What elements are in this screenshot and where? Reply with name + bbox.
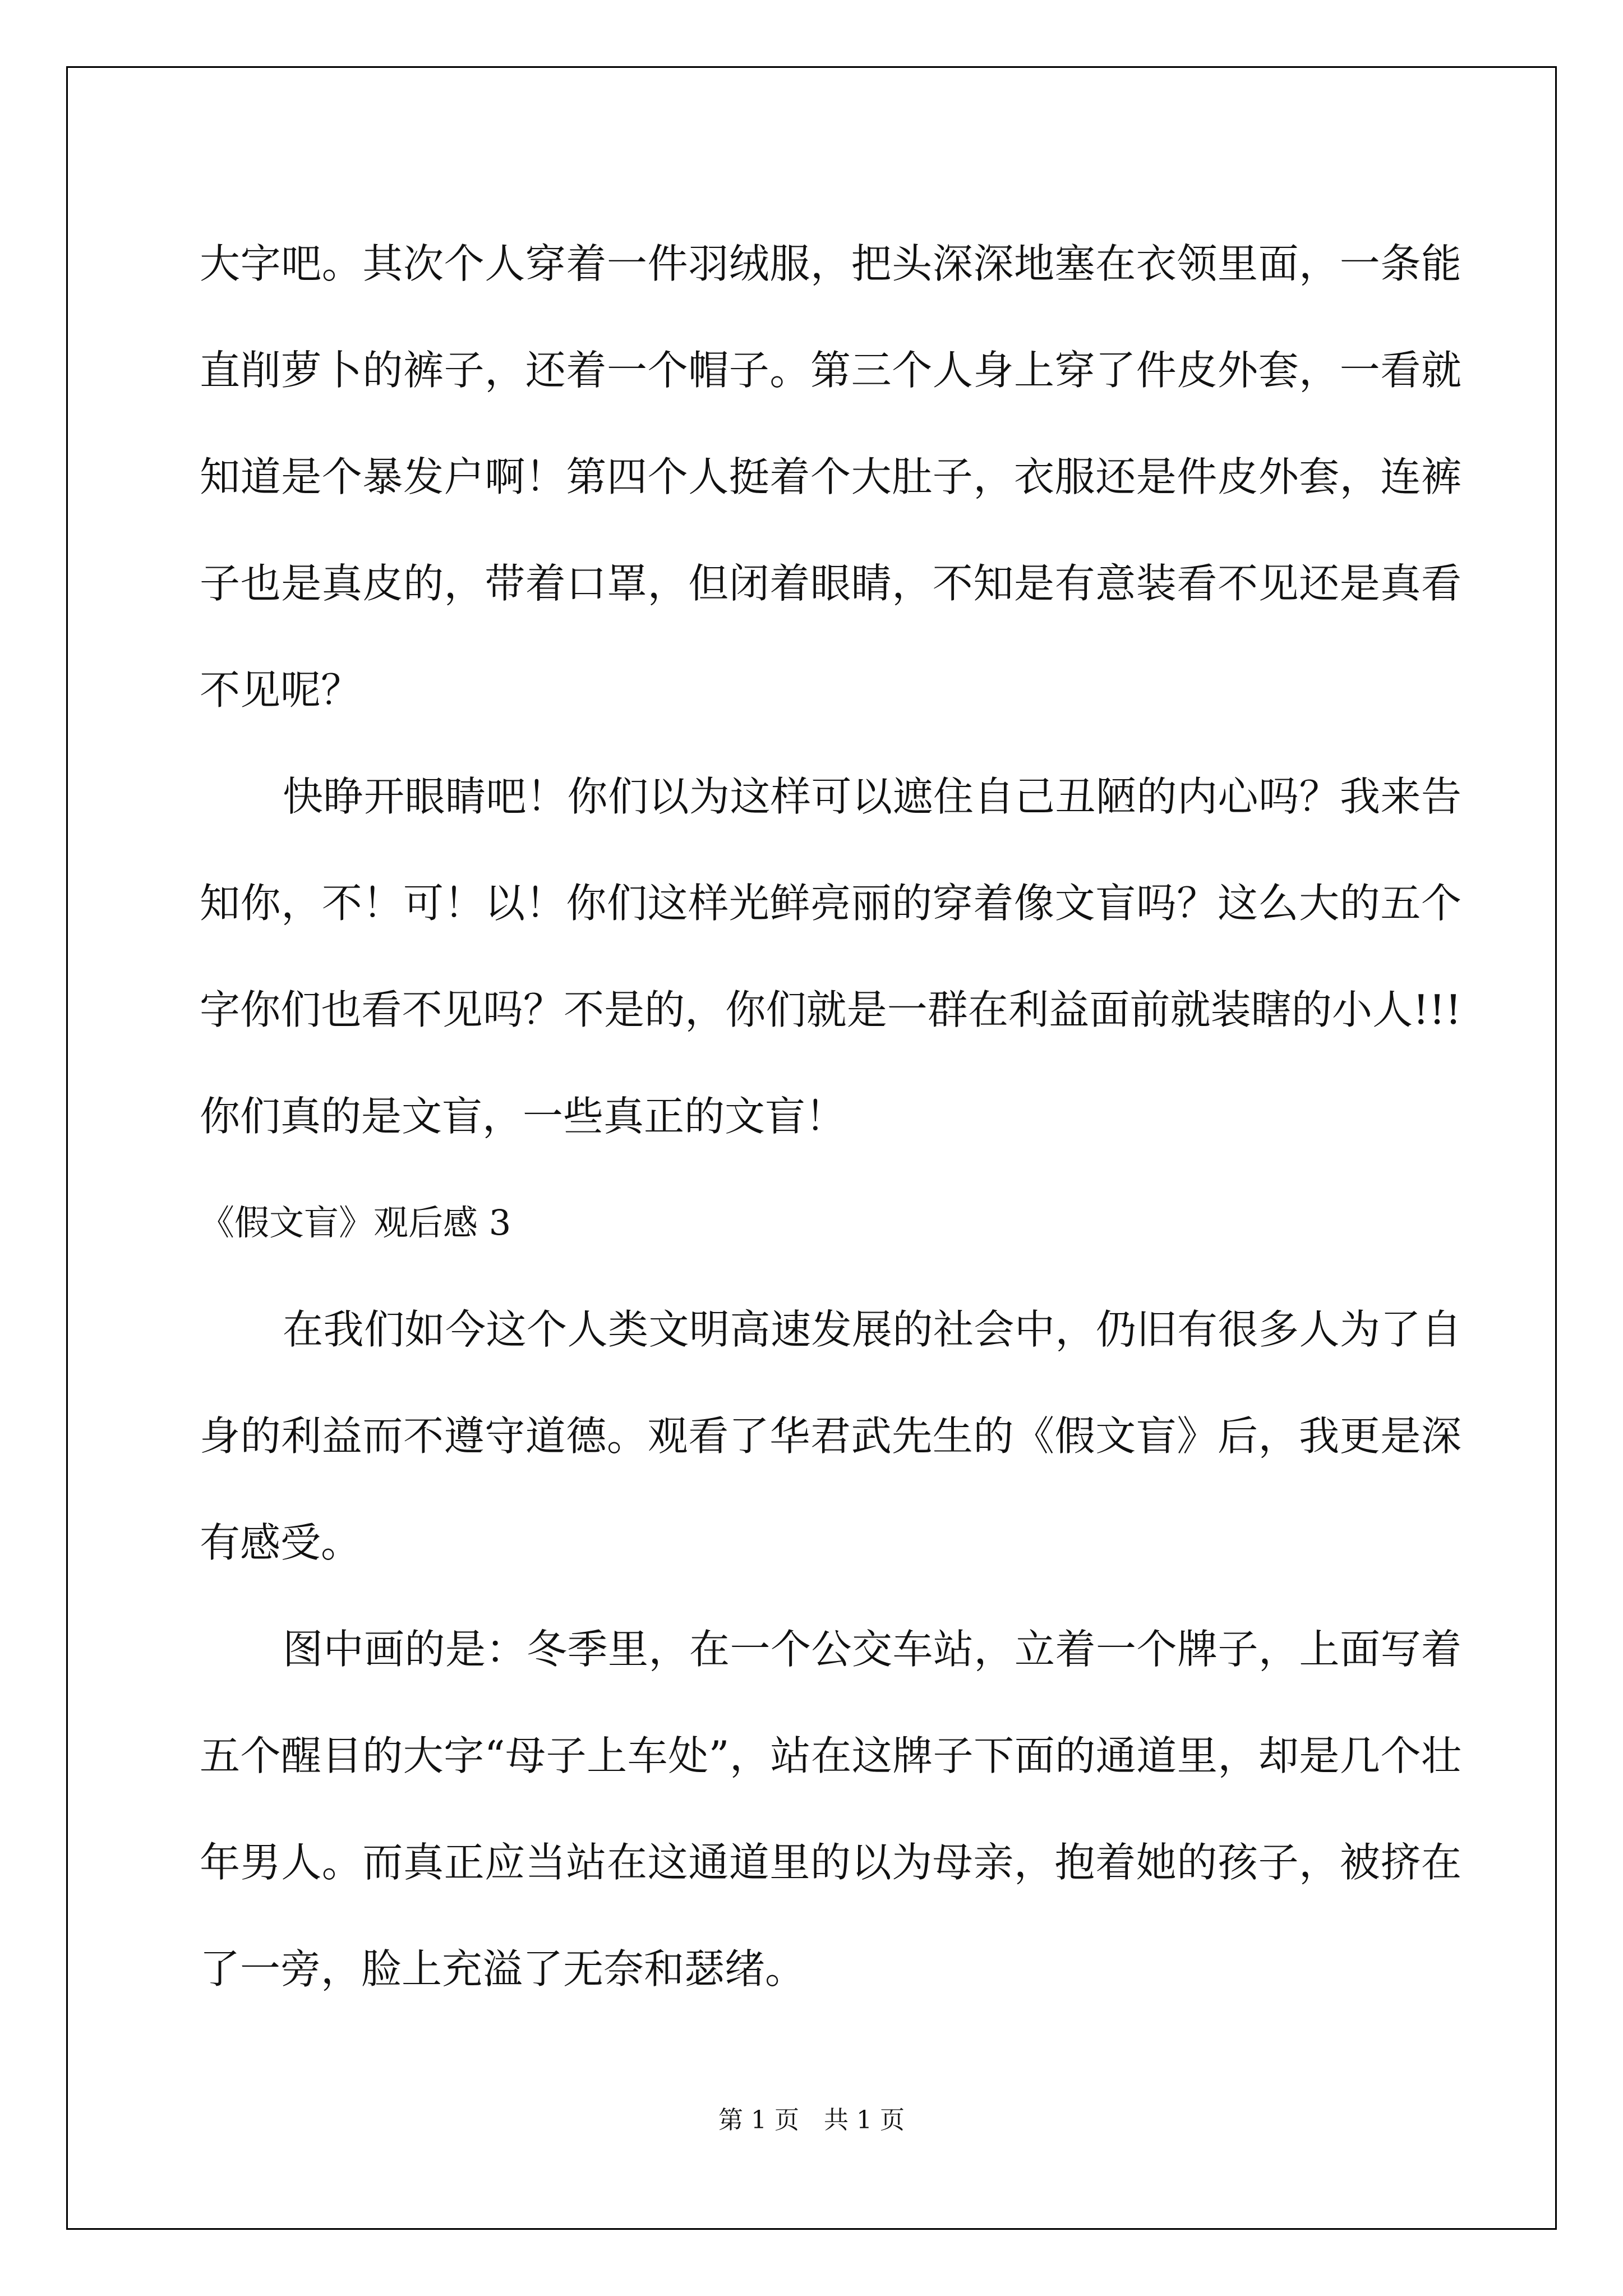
page-number-footer: 第 1 页 共 1 页	[718, 2106, 905, 2134]
document-body	[200, 210, 1461, 2022]
paragraph-3: 在我们如今这个人类文明高速发展的社会中，仍旧有很多人为了自身的利益而不遵守道德。观看了华君武先生的《假文盲》后，我更是深有感受。	[200, 1306, 1461, 1566]
paragraph-1: 大字吧。其次个人穿着一件羽绒服，把头深深地塞在衣领里面，一条能直削萝卜的裤子，还着一个帽子。第三个人身上穿了件皮外套，一看就知道是个暴发户啊！第四个人挺着个大肚子，衣服还是件皮外套，连裤子也是真皮的，带着口罩，但闭着眼睛，不知是有意装看不见还是真看不见呢？	[200, 240, 1461, 714]
section-heading: 《假文盲》观后感 3	[200, 1202, 511, 1243]
paragraph-2: 快睁开眼睛吧！你们以为这样可以遮住自己丑陋的内心吗？我来告知你，不！可！以！你们这样光鲜亮丽的穿着像文盲吗？这么大的五个字你们也看不见吗？不是的，你们就是一群在利益面前就装瞎的小人!!! 你们真的是文盲，一些真正的文盲！	[200, 773, 1461, 1140]
paragraph-4: 图中画的是：冬季里，在一个公交车站，立着一个牌子，上面写着五个醒目的大字“母子上车处”，站在这牌子下面的通道里，却是几个壮年男人。而真正应当站在这通道里的以为母亲，抱着她的孩子，被挤在了一旁，脸上充溢了无奈和瑟绪。	[200, 1626, 1461, 1993]
